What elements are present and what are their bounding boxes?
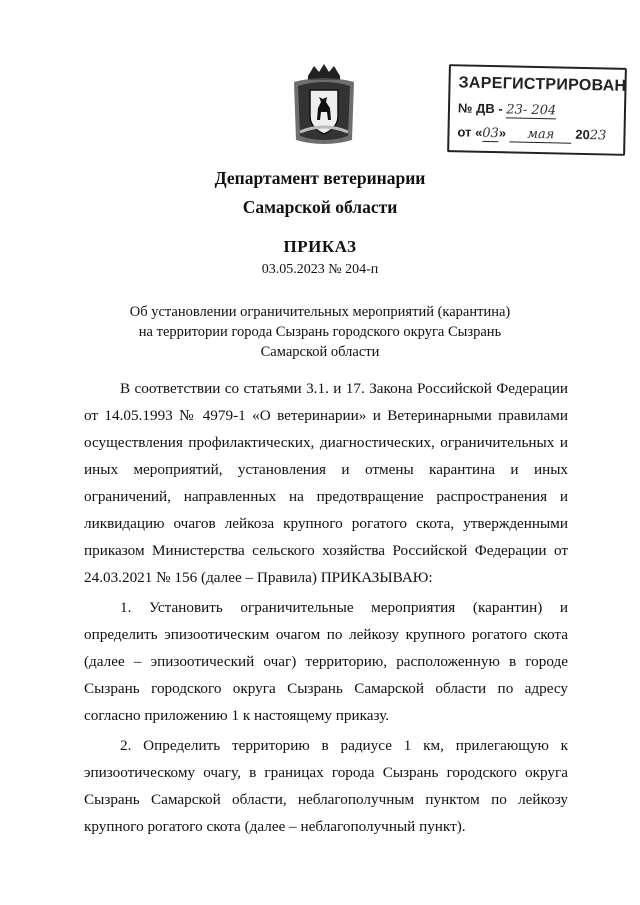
department-name-line1: Департамент ветеринарии [214,168,426,188]
stamp-number-label: № ДВ - [457,100,503,117]
subject-line1: Об установлении ограничительных мероприятий (карантина) [129,304,511,320]
stamp-number-value: 23- 204 [506,102,557,119]
subject-line3: Самарской области [260,344,380,360]
document-subject [0,302,640,362]
stamp-number [458,100,557,119]
document-type: ПРИКАЗ [283,237,357,256]
stamp-title: ЗАРЕГИСТРИРОВАН [458,74,627,95]
document-body [84,375,568,840]
stamp-year-suffix: 23 [589,128,607,144]
stamp-from-label: от « [457,124,483,140]
stamp-month: мая [526,126,555,143]
body-paragraph-2: 1. Установить ограничительные мероприятия (карантин) и определить эпизоотическим очагом по лейкозу крупного рогатого скота (далее – эпизоотический очаг) территорию, расположенную в городе Сызрань городского округа Сызрань Самарской области по адресу согласно приложению 1 к настоящему приказу. [84,599,568,724]
stamp-date [457,124,606,144]
coat-of-arms-icon [288,62,360,148]
body-paragraph-1: В соответствии со статьями 3.1. и 17. Закона Российской Федерации от 14.05.1993 № 4979-1 «О ветеринарии» и Ветеринарными правилами осуществления профилактических, диагностических, ограничительных и иных мероприятий, установления и отмены карантина и иных ограничений, направленных на предотвращение распространения и ликвидацию очагов лейкоза крупного рогатого скота, утвержденными приказом Министерства сельского хозяйства Российской Федерации от 24.03.2021 № 156 (далее – Правила) ПРИКАЗЫВАЮ: [84,380,568,586]
department-name-line2: Самарской области [242,197,398,217]
registration-stamp [447,64,627,156]
stamp-day: 03 [482,125,500,142]
stamp-month-sep: » [498,125,507,141]
subject-line2: на территории города Сызрань городского округа Сызрань [138,324,502,340]
stamp-year-prefix: 20 [575,126,590,143]
document-date-number: 03.05.2023 № 204-п [261,262,379,277]
body-paragraph-3: 2. Определить территорию в радиусе 1 км, прилегающую к эпизоотическому очагу, в границах города Сызрань городского округа Сызрань Самарской области, неблагополучным пунктом по лейкозу крупного рогатого скота (далее – неблагополучный пункт). [84,737,568,835]
